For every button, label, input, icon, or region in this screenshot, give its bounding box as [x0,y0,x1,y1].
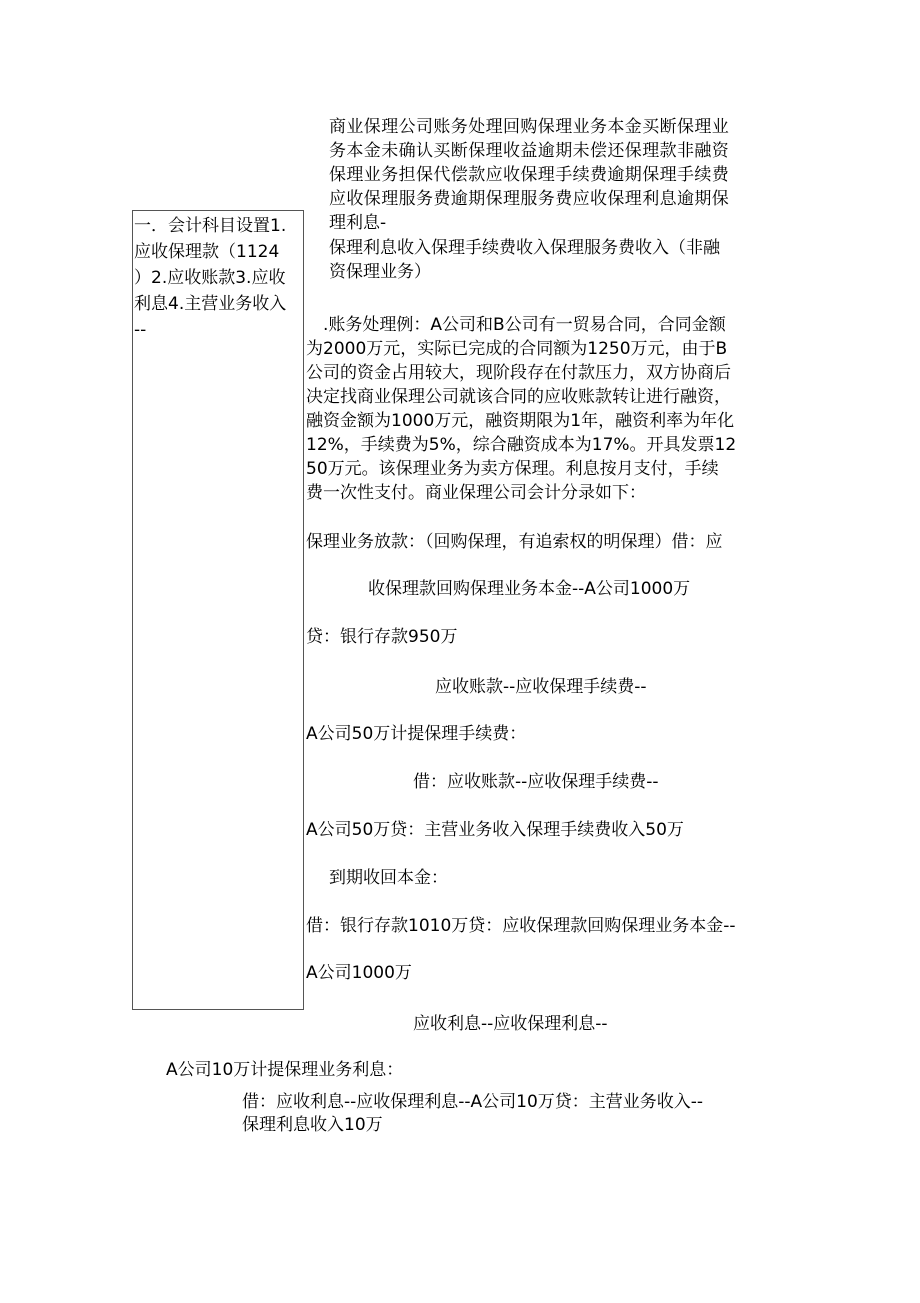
example-line: 公司的资金占用较大，现阶段存在付款压力，双方协商后 [306,363,731,383]
journal-entry: 应收利息--应收保理利息-- [413,1014,608,1034]
account-setup-line: ）2.应收账款3.应收 [134,268,286,288]
journal-entry: 到期收回本金： [329,868,448,888]
journal-entry: 贷：银行存款950万 [306,627,458,647]
journal-entry: 保理业务放款：（回购保理，有追索权的明保理）借：应 [306,532,723,552]
header-line: 资保理业务） [329,262,431,282]
journal-entry: 应收账款--应收保理手续费-- [435,677,647,697]
example-line: 12%，手续费为5%，综合融资成本为17%。开具发票12 [306,435,737,455]
example-line: 50万元。该保理业务为卖方保理。利息按月支付，手续 [306,459,719,479]
account-setup-box [132,210,304,1010]
account-setup-line: -- [134,320,147,340]
header-line: 应收保理服务费逾期保理服务费应收保理利息逾期保 [329,189,730,209]
header-line: 务本金未确认买断保理收益逾期未偿还保理款非融资 [329,141,730,161]
journal-entry: 保理利息收入10万 [242,1115,383,1135]
journal-entry: 收保理款回购保理业务本金--A公司1000万 [368,579,691,599]
journal-entry: A公司50万贷：主营业务收入保理手续费收入50万 [306,820,684,840]
example-line: 费一次性支付。商业保理公司会计分录如下： [306,483,646,503]
account-setup-line: 一．会计科目设置1. [134,216,287,236]
example-line: .账务处理例：A公司和B公司有一贸易合同，合同金额 [323,315,726,335]
journal-entry: A公司10万计提保理业务利息： [166,1060,404,1080]
header-line: 保理业务担保代偿款应收保理手续费逾期保理手续费 [329,165,730,185]
example-line: 为2000万元，实际已完成的合同额为1250万元，由于B [306,339,728,359]
header-line: 商业保理公司账务处理回购保理业务本金买断保理业 [329,117,730,137]
example-line: 决定找商业保理公司就该合同的应收账款转让进行融资， [306,387,731,407]
journal-entry: 借：应收利息--应收保理利息--A公司10万贷：主营业务收入-- [242,1092,704,1112]
journal-entry: A公司1000万 [306,963,412,983]
journal-entry: 借：银行存款1010万贷：应收保理款回购保理业务本金-- [306,916,736,936]
header-line: 理利息- [329,213,387,233]
account-setup-line: 应收保理款（1124 [134,242,280,262]
journal-entry: A公司50万计提保理手续费： [306,724,527,744]
journal-entry: 借：应收账款--应收保理手续费-- [413,772,659,792]
example-line: 融资金额为1000万元，融资期限为1年，融资利率为年化 [306,411,735,431]
account-setup-line: 利息4.主营业务收入 [134,294,287,314]
header-line: 保理利息收入保理手续费收入保理服务费收入（非融 [329,238,720,258]
